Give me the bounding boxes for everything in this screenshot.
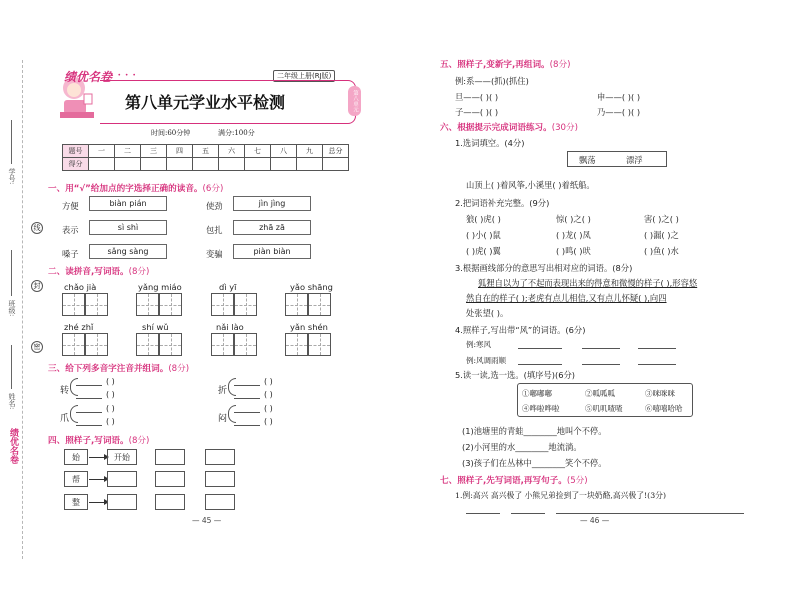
score-cell[interactable] — [323, 158, 349, 171]
score-cell[interactable] — [297, 158, 323, 171]
sec1-word: 变骗 — [206, 249, 223, 259]
writing-grid[interactable] — [211, 333, 234, 356]
answer-box[interactable] — [155, 449, 185, 465]
q1-label: 1.选词填空。(4分) — [455, 138, 525, 148]
seal-char-seal: 封 — [31, 280, 43, 292]
spine-logo: 绩优名卷 — [8, 428, 18, 464]
writing-grid[interactable] — [211, 293, 234, 316]
brace — [70, 405, 78, 423]
page-number-right: — 46 — — [580, 516, 610, 525]
writing-grid[interactable] — [62, 333, 85, 356]
writing-grid[interactable] — [136, 333, 159, 356]
sec5-item[interactable]: 子——( )( ) — [455, 107, 499, 117]
score-cell[interactable] — [167, 158, 193, 171]
sec1-word: 使劲 — [206, 201, 223, 211]
score-cell[interactable] — [193, 158, 219, 171]
pinyin-blank[interactable] — [234, 398, 260, 399]
exam-full-score: 满分:100分 — [218, 129, 255, 137]
pinyin-blank[interactable] — [76, 398, 102, 399]
page-number-left: — 45 — — [192, 516, 222, 525]
section-3-title: 三、给下列多音字注音并组词。(8分) — [48, 364, 190, 374]
student-id-label: 学号: — [8, 168, 16, 185]
q5-sentence[interactable]: (3)孩子们在丛林中________笑个不停。 — [462, 458, 607, 468]
sec1-word: 嗓子 — [62, 249, 79, 259]
answer-box[interactable] — [155, 471, 185, 487]
section-6-title: 六、根据提示完成词语练习。(30分) — [440, 123, 578, 133]
score-cell[interactable] — [245, 158, 271, 171]
q4-example: 例:寒风 — [466, 340, 492, 349]
sec1-pinyin-box[interactable]: sì shì — [89, 220, 167, 235]
idiom-blank[interactable]: ( )鱼( )水 — [644, 246, 679, 256]
word-option: 漂浮 — [626, 155, 643, 165]
seal-char-secret: 密 — [31, 341, 43, 353]
fold-line — [22, 60, 23, 559]
q3-paragraph-line[interactable]: 然自在的样子( );老虎有点儿相信,又有点儿怀疑( ),向四 — [466, 293, 667, 303]
onomatopoeia-option: ③咪咪咪 — [645, 389, 675, 398]
sec5-item[interactable]: 申——( )( ) — [597, 92, 641, 102]
word-option: 飘荡 — [579, 155, 596, 165]
pinyin-blank[interactable] — [234, 425, 260, 426]
pinyin-blank[interactable] — [76, 412, 102, 413]
word-blank[interactable]: ( ) — [106, 404, 115, 413]
sec7-q1: 1.例:高兴 高兴极了 小熊兄弟捡到了一块奶酪,高兴极了!(3分) — [455, 491, 667, 500]
arrow-icon — [89, 457, 107, 458]
example-char-box: 帮 — [64, 471, 88, 487]
sec5-item[interactable]: 旦——( )( ) — [455, 92, 499, 102]
class-label: 班级: — [8, 300, 16, 317]
section-7-title: 七、照样子,先写词语,再写句子。(5分) — [440, 476, 588, 486]
word-blank[interactable]: ( ) — [106, 390, 115, 399]
writing-grid[interactable] — [85, 293, 108, 316]
grade-tag: 二年级上册(RJ版) — [273, 70, 335, 82]
example-char-box: 整 — [64, 494, 88, 510]
polyphone-char: 转 — [60, 386, 70, 396]
writing-grid[interactable] — [308, 333, 331, 356]
q5-label: 5.读一读,选一选。(填序号)(6分) — [455, 370, 576, 380]
q4-label: 4.照样子,写出带“风”的词语。(6分) — [455, 325, 586, 335]
section-5-title: 五、照样子,变新字,再组词。(8分) — [440, 60, 571, 70]
writing-grid[interactable] — [234, 333, 257, 356]
idiom-blank[interactable]: ( )鸣( )吠 — [556, 246, 591, 256]
sec1-word: 表示 — [62, 225, 79, 235]
answer-line[interactable] — [638, 364, 676, 365]
idiom-blank[interactable]: ( )漏( )之 — [644, 230, 679, 240]
sec5-example: 例:系——(抓)(抓住) — [455, 76, 529, 86]
score-table-col: 一 — [89, 145, 115, 158]
idiom-blank[interactable]: ( )龙( )凤 — [556, 230, 591, 240]
sec1-pinyin-box[interactable]: zhā zā — [233, 220, 311, 235]
writing-grid[interactable] — [62, 293, 85, 316]
score-table-col: 六 — [219, 145, 245, 158]
score-table-col: 八 — [271, 145, 297, 158]
seal-char-line: 线 — [31, 222, 43, 234]
q4-example: 例:风调雨顺 — [466, 356, 507, 365]
sec1-word: 方便 — [62, 201, 79, 211]
answer-line[interactable] — [518, 364, 562, 365]
sec2-pinyin: dì yī — [219, 282, 237, 292]
sec1-pinyin-box[interactable]: jìn jìng — [233, 196, 311, 211]
section-1-title: 一、用“√”给加点的字选择正确的读音。(6分) — [48, 184, 224, 194]
idiom-blank[interactable]: 害( )之( ) — [644, 214, 679, 224]
answer-line[interactable] — [582, 364, 620, 365]
answer-line[interactable] — [518, 348, 562, 349]
score-cell[interactable] — [89, 158, 115, 171]
section-4-title: 四、照样子,写词语。(8分) — [48, 436, 150, 446]
word-blank[interactable]: ( ) — [106, 417, 115, 426]
q5-sentence[interactable]: (1)池塘里的青蛙________地叫个不停。 — [462, 426, 607, 436]
score-cell[interactable] — [219, 158, 245, 171]
onomatopoeia-option: ①嘟嘟嘟 — [522, 389, 552, 398]
brace — [228, 378, 236, 396]
brand-logo: 绩优名卷 — [64, 70, 113, 84]
example-char-box: 始 — [64, 449, 88, 465]
score-cell[interactable] — [271, 158, 297, 171]
score-table-col: 五 — [193, 145, 219, 158]
student-id-line — [11, 120, 12, 164]
answer-box[interactable] — [155, 494, 185, 510]
page-title: 第八单元学业水平检测 — [125, 93, 286, 112]
score-table — [62, 144, 349, 171]
q1-sentence[interactable]: 山顶上( )着风筝,小溪里( )着纸船。 — [466, 180, 595, 190]
onomatopoeia-option: ②呱呱呱 — [585, 389, 615, 398]
pinyin-blank[interactable] — [234, 385, 260, 386]
word-blank[interactable]: ( ) — [264, 390, 273, 399]
sec2-pinyin: zhé zhǐ — [64, 322, 94, 332]
idiom-blank[interactable]: 狼( )虎( ) — [466, 214, 501, 224]
pinyin-blank[interactable] — [76, 385, 102, 386]
score-table-header: 题号 — [63, 145, 89, 158]
writing-grid[interactable] — [308, 293, 331, 316]
score-table-col: 九 — [297, 145, 323, 158]
word-blank[interactable]: ( ) — [106, 377, 115, 386]
sec1-word: 包扎 — [206, 225, 223, 235]
onomatopoeia-option: ⑥嘻嘻哈哈 — [645, 404, 683, 413]
exam-time: 时间:60分钟 — [151, 129, 191, 137]
q2-label: 2.把词语补充完整。(9分) — [455, 198, 550, 208]
sec2-pinyin: yǎo shāng — [290, 282, 333, 292]
word-blank[interactable]: ( ) — [264, 417, 273, 426]
idiom-blank[interactable]: 惊( )之( ) — [556, 214, 591, 224]
sec2-pinyin: yǎn shén — [290, 322, 328, 332]
writing-grid[interactable] — [234, 293, 257, 316]
example-word-box: 开始 — [107, 449, 137, 465]
section-2-title: 二、读拼音,写词语。(8分) — [48, 267, 150, 277]
score-table-col: 三 — [141, 145, 167, 158]
writing-grid[interactable] — [85, 333, 108, 356]
sec1-pinyin-box[interactable]: biàn pián — [89, 196, 167, 211]
score-table-col: 总分 — [323, 145, 349, 158]
score-table-col: 四 — [167, 145, 193, 158]
idiom-blank[interactable]: ( )小( )鼠 — [466, 230, 501, 240]
answer-line[interactable] — [511, 513, 545, 514]
arrow-icon — [89, 479, 107, 480]
polyphone-char: 折 — [218, 386, 228, 396]
score-row-label: 得分 — [63, 158, 89, 171]
polyphone-char: 爪 — [60, 414, 70, 424]
answer-box[interactable] — [205, 471, 235, 487]
brace — [70, 378, 78, 396]
q3-paragraph-line[interactable]: 狐狸自以为了不起而表现出来的得意和微慢的样子( ),形容悠 — [478, 278, 698, 288]
writing-grid[interactable] — [136, 293, 159, 316]
onomatopoeia-option: ⑤叽叽喳喳 — [585, 404, 623, 413]
sec1-pinyin-box[interactable]: sǎng sàng — [89, 244, 167, 259]
score-cell[interactable] — [115, 158, 141, 171]
name-label: 姓名: — [8, 393, 16, 410]
sec2-pinyin: yǎng miáo — [138, 282, 182, 292]
sec2-pinyin: shí wǔ — [142, 322, 169, 332]
answer-line[interactable] — [582, 348, 620, 349]
sec1-pinyin-box[interactable]: piàn biàn — [233, 244, 311, 259]
writing-grid[interactable] — [285, 333, 308, 356]
answer-box[interactable] — [107, 471, 137, 487]
answer-line[interactable] — [638, 348, 676, 349]
score-cell[interactable] — [141, 158, 167, 171]
q3-paragraph-line[interactable]: 处张望( )。 — [466, 308, 509, 318]
brace — [228, 405, 236, 423]
idiom-blank[interactable]: ( )虎( )翼 — [466, 246, 501, 256]
score-table-col: 二 — [115, 145, 141, 158]
answer-box[interactable] — [205, 449, 235, 465]
class-line — [11, 250, 12, 296]
word-blank[interactable]: ( ) — [264, 377, 273, 386]
unit-badge: 第八单元 — [348, 86, 361, 116]
pinyin-blank[interactable] — [234, 412, 260, 413]
sec2-pinyin: nǎi lào — [216, 322, 244, 332]
score-table-col: 七 — [245, 145, 271, 158]
word-blank[interactable]: ( ) — [264, 404, 273, 413]
arrow-icon — [89, 502, 107, 503]
onomatopoeia-option: ④哗啦哗啦 — [522, 404, 560, 413]
writing-grid[interactable] — [159, 293, 182, 316]
logo-dots: • • • • — [110, 72, 137, 79]
writing-grid[interactable] — [159, 333, 182, 356]
answer-line[interactable] — [466, 513, 500, 514]
polyphone-char: 闷 — [218, 414, 228, 424]
writing-grid[interactable] — [285, 293, 308, 316]
q5-sentence[interactable]: (2)小河里的水________地流淌。 — [462, 442, 582, 452]
answer-box[interactable] — [205, 494, 235, 510]
sec5-item[interactable]: 乃——( )( ) — [597, 107, 641, 117]
answer-box[interactable] — [107, 494, 137, 510]
name-line — [11, 345, 12, 389]
answer-line[interactable] — [556, 513, 744, 514]
sec2-pinyin: chǎo jià — [64, 282, 97, 292]
pinyin-blank[interactable] — [76, 425, 102, 426]
q3-label: 3.根据画线部分的意思写出相对应的词语。(8分) — [455, 263, 633, 273]
